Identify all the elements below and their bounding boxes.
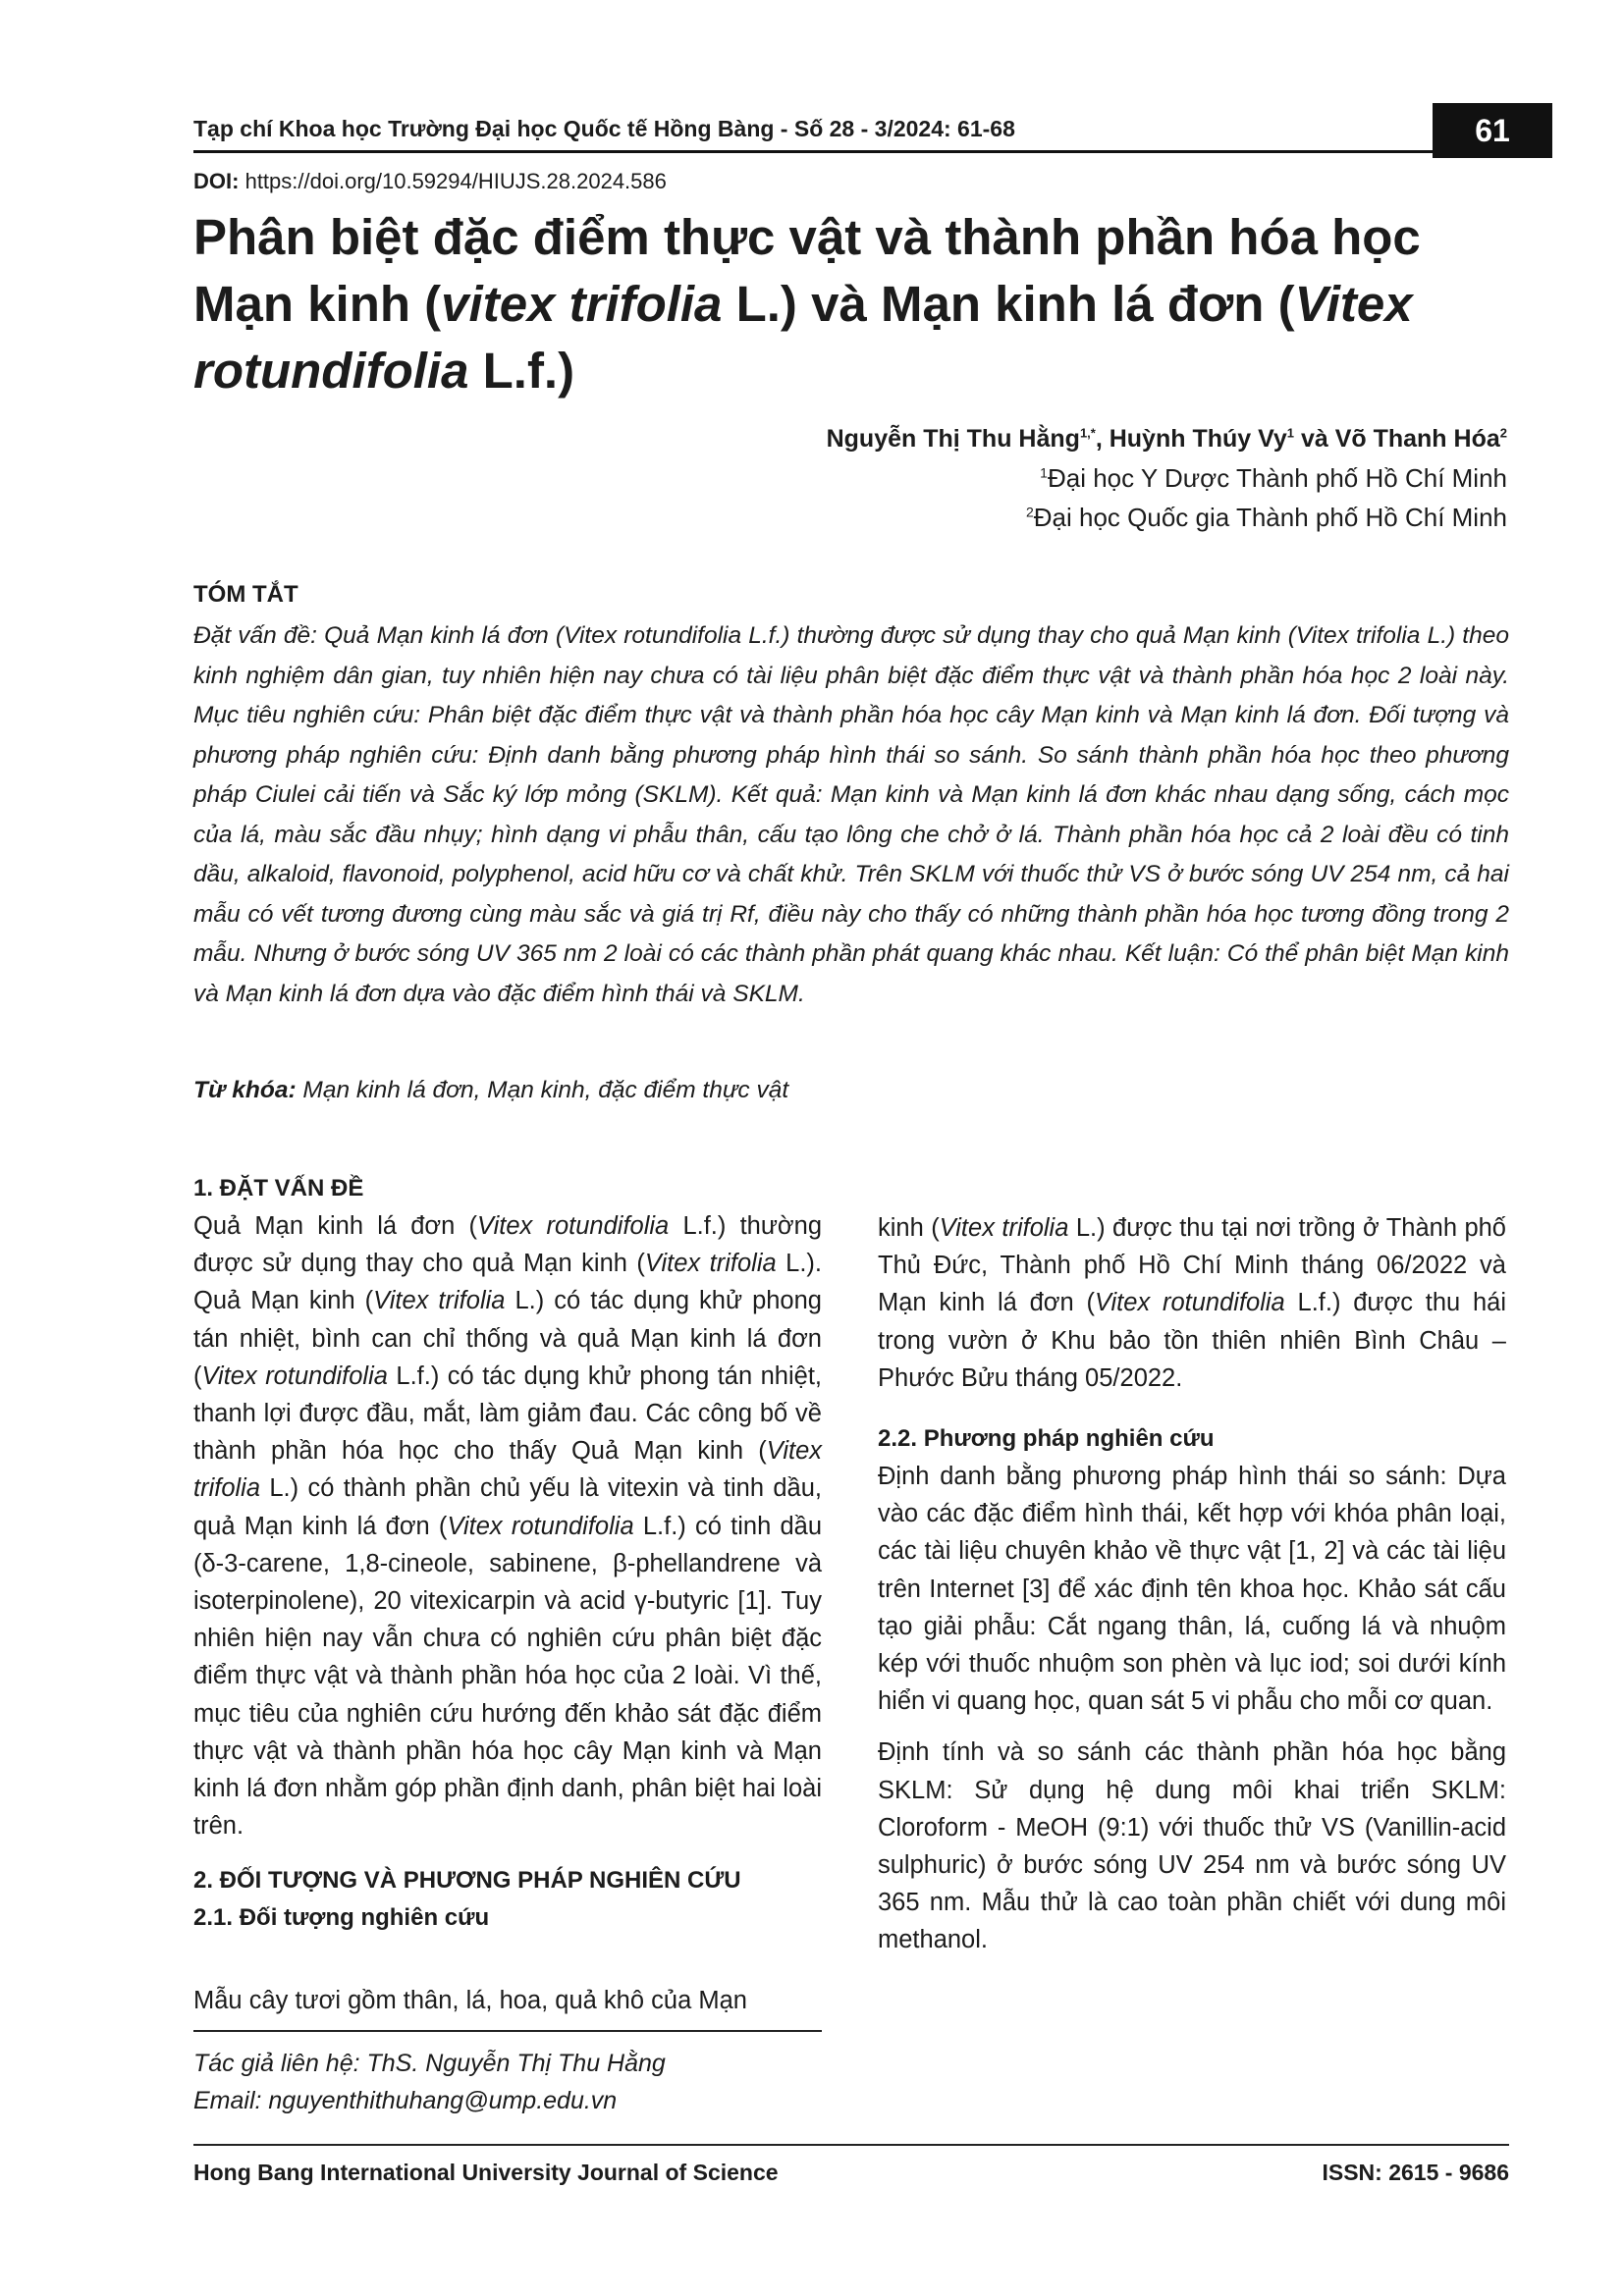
left-column: [193, 1170, 822, 1937]
section-1-paragraph: Quả Mạn kinh lá đơn (Vitex rotundifolia L.f.) thường được sử dụng thay cho quả Mạn kinh (Vitex trifolia L.). Quả Mạn kinh (Vitex trifolia L.) có tác dụng khử phong tán nhiệt, bình can chỉ thống và quả Mạn kinh lá đơn (Vitex rotundifolia L.f.) có tác dụng khử phong tán nhiệt, thanh lợi được đầu, mắt, làm giảm đau. Các công bố về thành phần hóa học cho thấy Quả Mạn kinh (Vitex trifolia L.) có thành phần chủ yếu là vitexin và tinh dầu, quả Mạn kinh lá đơn (Vitex rotundifolia L.f.) có tinh dầu (δ-3-carene, 1,8-cineole, sabinene, β-phellandrene và isoterpinolene), 20 vitexicarpin và acid γ-butyric [1]. Tuy nhiên hiện nay vẫn chưa có nghiên cứu phân biệt đặc điểm thực vật và thành phần hóa học của 2 loài. Vì thế, mục tiêu của nghiên cứu hướng đến khảo sát đặc điểm thực vật và thành phần hóa học cây Mạn kinh và Mạn kinh lá đơn nhằm góp phần định danh, phân biệt hai loài trên.: [193, 1212, 823, 1841]
section-2-2-paragraph-2: Định tính và so sánh các thành phần hóa học bằng SKLM: Sử dụng hệ dung môi khai triển SKLM: Cloroform - MeOH (9:1) với thuốc thử VS (Vanillin-acid sulphuric) ở bước sóng UV 254 nm và bước sóng UV 365 nm. Mẫu thử là cao toàn phần chiết với dung môi methanol.: [878, 1738, 1506, 1954]
section-2-heading: 2. ĐỐI TƯỢNG VÀ PHƯƠNG PHÁP NGHIÊN CỨU: [193, 1867, 741, 1895]
keywords-label: Từ khóa:: [193, 1077, 297, 1103]
section-2-1-heading: 2.1. Đối tượng nghiên cứu: [193, 1904, 490, 1932]
doi-line: [193, 169, 667, 194]
journal-header: Tạp chí Khoa học Trường Đại học Quốc tế Hồng Bàng - Số 28 - 3/2024: 61-68: [193, 116, 1015, 141]
affiliation-1: $^1$Đại học Y Dược Thành phố Hồ Chí Minh: [1040, 463, 1507, 493]
footer-journal-name: Hong Bang International University Journal of Science: [193, 2160, 779, 2185]
footer-divider: [193, 2144, 1509, 2146]
doi-label: DOI:: [193, 169, 240, 193]
abstract-heading: TÓM TẮT: [193, 581, 298, 608]
header-divider: [193, 150, 1433, 153]
doi-link[interactable]: https://doi.org/10.59294/HIUJS.28.2024.586: [244, 169, 667, 193]
abstract-body: [193, 616, 1509, 1014]
section-2-1-start: Mẫu cây tươi gồm thân, lá, hoa, quả khô của Mạn: [193, 1987, 747, 2014]
section-1-heading: 1. ĐẶT VẤN ĐỀ: [193, 1175, 364, 1201]
abstract-text: Đặt vấn đề: Quả Mạn kinh lá đơn (Vitex rotundifolia L.f.) thường được sử dụng thay cho quả Mạn kinh (Vitex trifolia L.) theo kinh nghiệm dân gian, tuy nhiên hiện nay chưa có tài liệu phân biệt đặc điểm thực vật và thành phần hóa học 2 loài này. Mục tiêu nghiên cứu: Phân biệt đặc điểm thực vật và thành phần hóa học cây Mạn kinh và Mạn kinh lá đơn. Đối tượng và phương pháp nghiên cứu: Định danh bằng phương pháp hình thái so sánh. So sánh thành phần hóa học theo phương pháp Ciulei cải tiến và Sắc ký lớp mỏng (SKLM). Kết quả: Mạn kinh và Mạn kinh lá đơn khác nhau dạng sống, cách mọc của lá, màu sắc đầu nhụy; hình dạng vi phẫu thân, cấu tạo lông che chở ở lá. Thành phần hóa học cả 2 loài đều có tinh dầu, alkaloid, flavonoid, polyphenol, acid hữu cơ và chất khử. Trên SKLM với thuốc thử VS ở bước sóng UV 254 nm, cả hai mẫu có vết tương đương cùng màu sắc và giá trị Rf, điều này cho thấy có những thành phần hóa học tương đồng trong 2 mẫu. Nhưng ở bước sóng UV 365 nm 2 loài có các thành phần phát quang khác nhau. Kết luận: Có thể phân biệt Mạn kinh và Mạn kinh lá đơn dựa vào đặc điểm hình thái và SKLM.: [193, 622, 1509, 1007]
section-2-2-paragraph-1: Định danh bằng phương pháp hình thái so sánh: Dựa vào các đặc điểm hình thái, kết hợp với khóa phân loại, các tài liệu chuyên khảo về thực vật [1, 2] và các tài liệu trên Internet [3] để xác định tên khoa học. Khảo sát cấu tạo giải phẫu: Cắt ngang thân, lá, cuống lá và nhuộm kép với thuốc nhuộm son phèn và lục iod; soi dưới kính hiển vi quang học, quan sát 5 vi phẫu cho mỗi cơ quan.: [878, 1463, 1506, 1716]
corresponding-author: [193, 2045, 666, 2119]
keywords-list: Mạn kinh lá đơn, Mạn kinh, đặc điểm thực vật: [296, 1077, 789, 1103]
paper-title: Phân biệt đặc điểm thực vật và thành phần hóa học Mạn kinh (vitex trifolia L.) và Mạn kinh lá đơn (Vitex rotundifolia L.f.): [193, 209, 1421, 399]
footnote-divider: [193, 2030, 822, 2032]
page-number-badge: 61: [1433, 103, 1552, 158]
right-column: [878, 1209, 1506, 1959]
affiliation-2: $^2$Đại học Quốc gia Thành phố Hồ Chí Minh: [1025, 503, 1507, 532]
author-list: Nguyễn Thị Thu Hằng$^{1,*}$, Huỳnh Thúy Vy$^1$ và Võ Thanh Hóa$^2$: [826, 425, 1507, 453]
email-line: Email: nguyenthithuhang@ump.edu.vn: [193, 2087, 618, 2114]
footer-issn: ISSN: 2615 - 9686: [1322, 2160, 1509, 2185]
contact-line: Tác giả liên hệ: ThS. Nguyễn Thị Thu Hằng: [193, 2050, 666, 2077]
section-2-2-heading: 2.2. Phương pháp nghiên cứu: [878, 1425, 1215, 1453]
section-2-1-paragraph: kinh (Vitex trifolia L.) được thu tại nơi trồng ở Thành phố Thủ Đức, Thành phố Hồ Chí Minh tháng 06/2022 và Mạn kinh lá đơn (Vitex rotundifolia L.f.) được thu hái trong vườn ở Khu bảo tồn thiên nhiên Bình Châu – Phước Bửu tháng 05/2022.: [878, 1214, 1507, 1392]
keywords: [193, 1077, 788, 1104]
